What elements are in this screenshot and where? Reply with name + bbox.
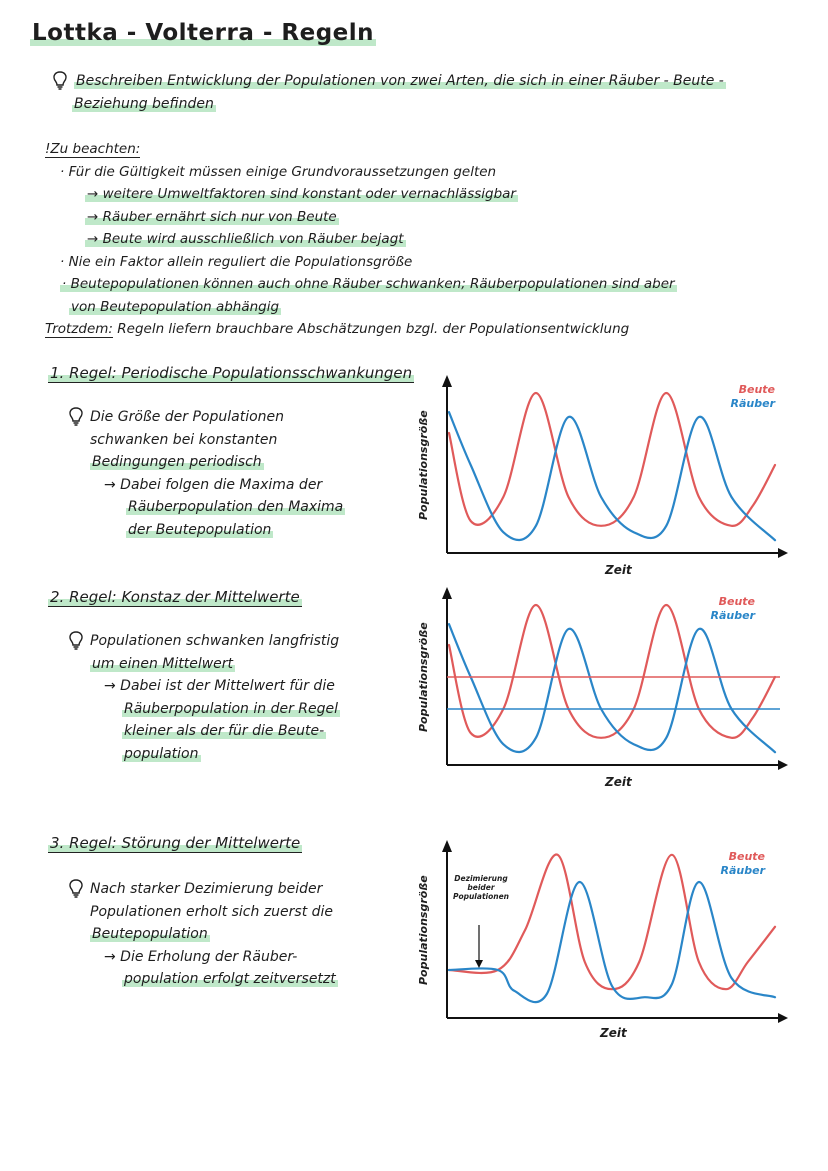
- lightbulb-icon: [68, 407, 84, 427]
- legend: [731, 383, 775, 411]
- x-axis-label: Zeit: [605, 563, 632, 577]
- note-item: · Für die Gültigkeit müssen einige Grundvoraussetzungen gelten: [60, 163, 497, 180]
- rule-1-text: Die Größe der Populationen schwanken bei konstanten Bedingungen periodisch → Dabei folgen die Maxima der Räuberpopulation den Maxima der Beutepopulation: [68, 406, 345, 541]
- x-axis-arrow-icon: [778, 548, 788, 558]
- notes-heading: !Zu beachten:: [45, 141, 141, 157]
- chart-3: [405, 830, 805, 1050]
- legend-prey: Beute: [738, 383, 775, 396]
- x-axis-arrow-icon: [778, 1013, 788, 1023]
- chart-1: [405, 365, 805, 585]
- decimation-arrow-head-icon: [475, 960, 483, 968]
- note-item: → Räuber ernährt sich nur von Beute: [87, 208, 337, 225]
- y-axis-arrow-icon: [442, 375, 452, 387]
- series-line-predator: [449, 412, 775, 540]
- intro-text: [52, 70, 792, 115]
- intro-line-2: Beziehung befinden: [74, 95, 214, 112]
- series-line-prey: [449, 393, 775, 526]
- intro-line-1: Beschreiben Entwicklung der Populationen von zwei Arten, die sich in einer Räuber - Beute -: [76, 73, 724, 89]
- rule-3-heading: 3. Regel: Störung der Mittelwerte: [50, 834, 301, 852]
- legend-predator: Räuber: [720, 864, 765, 877]
- lightbulb-icon: [68, 631, 84, 651]
- y-axis-arrow-icon: [442, 587, 452, 599]
- series-line-predator: [449, 624, 775, 752]
- decimation-annotation: Dezimierung beider Populationen: [452, 874, 510, 901]
- lightbulb-icon: [52, 71, 68, 91]
- legend-prey: Beute: [728, 850, 765, 863]
- note-item: → weitere Umweltfaktoren sind konstant oder vernachlässigbar: [87, 186, 516, 202]
- rule-3-text: Nach starker Dezimierung beider Populationen erholt sich zuerst die Beutepopulation → Die Erholung der Räuber- population erfolgt zeitversetzt: [68, 878, 338, 991]
- rule-2-heading: 2. Regel: Konstaz der Mittelwerte: [50, 588, 300, 606]
- page-title: Lottka - Volterra - Regeln: [32, 20, 375, 46]
- legend-predator: Räuber: [730, 397, 775, 410]
- note-item: · Beutepopulationen können auch ohne Räuber schwanken; Räuberpopulationen sind aber: [62, 276, 675, 292]
- notes-section: [45, 138, 677, 341]
- lightbulb-icon: [68, 879, 84, 899]
- legend-predator: Räuber: [710, 609, 755, 622]
- y-axis-arrow-icon: [442, 840, 452, 852]
- rule-2-text: Populationen schwanken langfristig um einen Mittelwert → Dabei ist der Mittelwert für die Räuberpopulation in der Regel kleiner als der für die Beute- population: [68, 630, 340, 765]
- x-axis-label: Zeit: [605, 775, 632, 789]
- x-axis-arrow-icon: [778, 760, 788, 770]
- chart-2: [405, 577, 805, 797]
- legend-prey: Beute: [718, 595, 755, 608]
- rule-1-heading: 1. Regel: Periodische Populationsschwankungen: [50, 364, 413, 382]
- notes-conclusion: Trotzdem: Regeln liefern brauchbare Abschätzungen bzgl. der Populationsentwicklung: [45, 321, 630, 337]
- note-item: → Beute wird ausschließlich von Räuber bejagt: [87, 231, 404, 247]
- y-axis-label: Populationsgröße: [417, 875, 430, 985]
- x-axis-label: Zeit: [600, 1026, 627, 1040]
- y-axis-label: Populationsgröße: [417, 410, 430, 520]
- series-line-prey: [449, 605, 775, 738]
- y-axis-label: Populationsgröße: [417, 622, 430, 732]
- note-item: von Beutepopulation abhängig: [71, 298, 280, 315]
- legend: [711, 595, 755, 623]
- note-item: · Nie ein Faktor allein reguliert die Populationsgröße: [60, 253, 413, 270]
- legend: [721, 850, 765, 878]
